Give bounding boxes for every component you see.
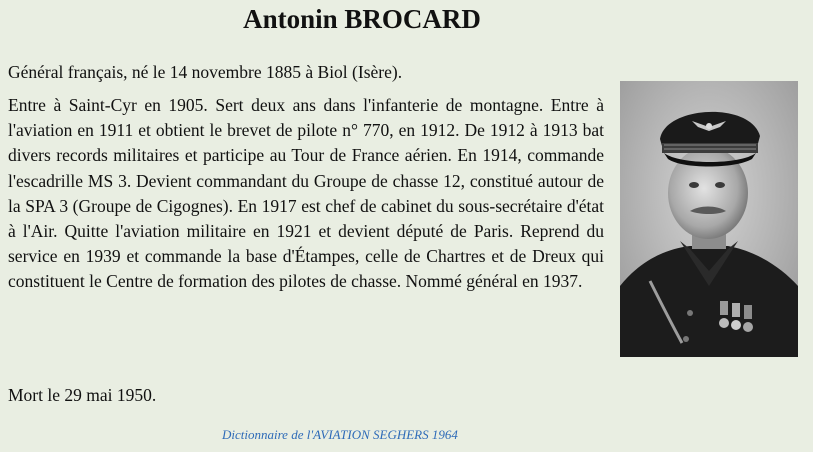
source-citation: Dictionnaire de l'AVIATION SEGHERS 1964 (222, 427, 458, 442)
biography-paragraph: Entre à Saint-Cyr en 1905. Sert deux ans dans l'infanterie de montagne. Entre à l'aviation en 1911 et obtient le brevet de pilote n° 770, en 1912. De 1912 à 1913 bat divers records militaires et participe au Tour de France aérien. En 1914, commande l'escadrille MS 3. Devient commandant du Groupe de chasse 12, constitué autour de la SPA 3 (Groupe de Cigognes). En 1917 est chef de cabinet du sous-secrétaire d'état à l'Air. Quitte l'aviation militaire en 1921 et devient député de Paris. Reprend du service en 1939 et commande la base d'Étampes, celle de Chartres et de Dreux qui constituent le Centre de formation des pilotes de chasse. Nommé général en 1937. (8, 95, 604, 292)
page-title: Antonin BROCARD (243, 4, 481, 34)
death-paragraph: Mort le 29 mai 1950. (8, 385, 157, 405)
intro-paragraph: Général français, né le 14 novembre 1885 à Biol (Isère). (8, 62, 403, 82)
portrait-photo (620, 81, 798, 357)
portrait-illustration (620, 81, 798, 357)
